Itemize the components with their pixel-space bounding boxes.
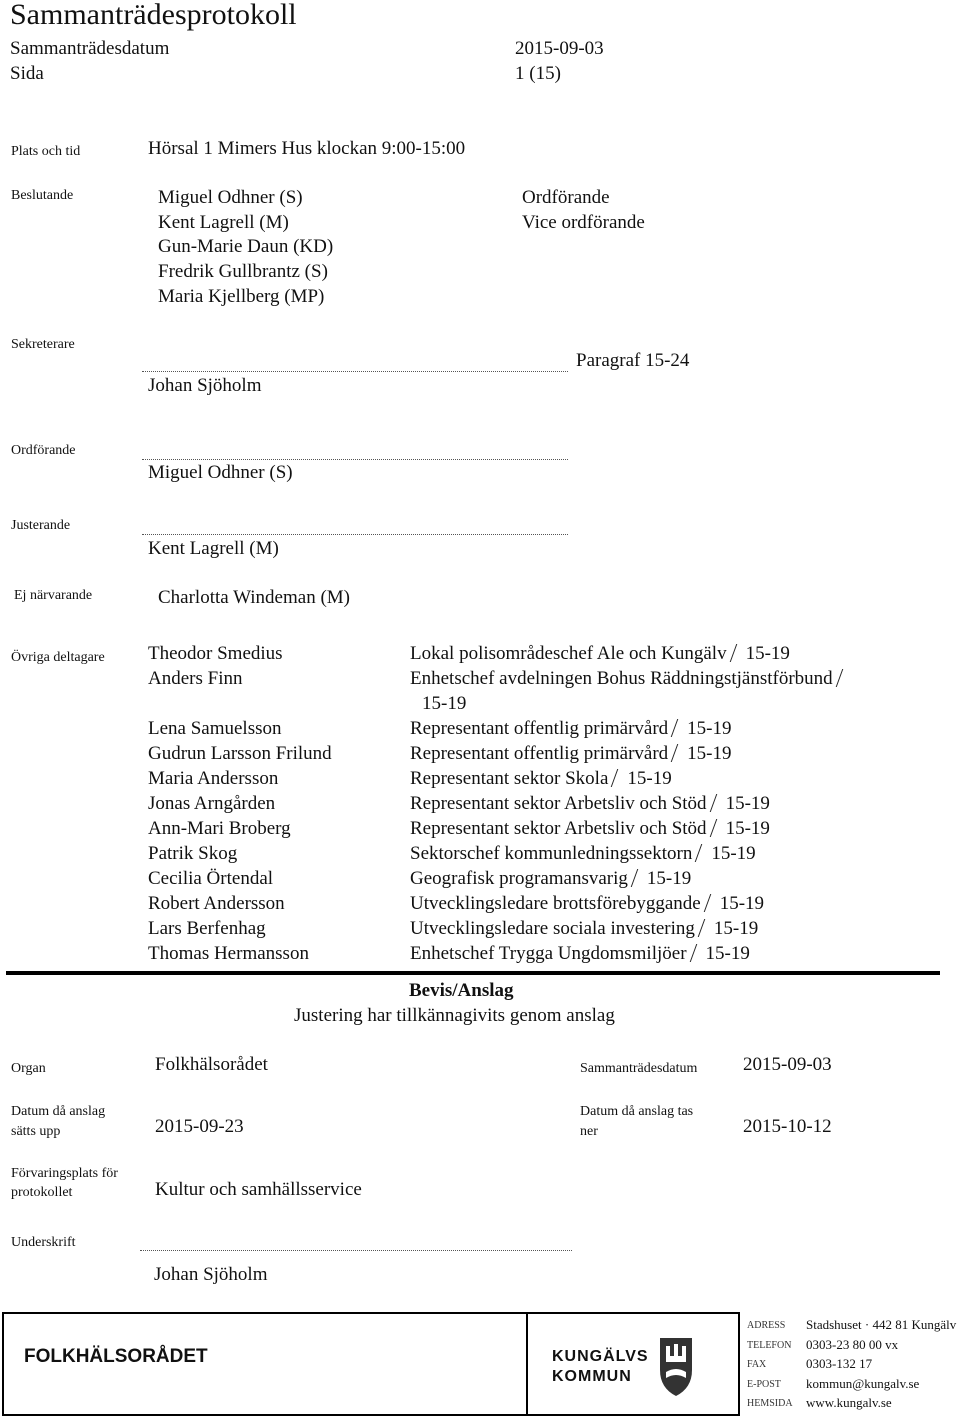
participant-name: Patrik Skog (148, 843, 238, 864)
document-title: Sammanträdesprotokoll (10, 0, 297, 31)
deciding-member: Miguel Odhner (S) (158, 187, 303, 208)
removed-label: Datum då anslag tas (580, 1104, 694, 1119)
place-value: Hörsal 1 Mimers Hus klockan 9:00-15:00 (148, 138, 466, 159)
meeting-date-label: Sammanträdesdatum (10, 38, 170, 59)
contact-website[interactable]: www.kungalv.se (806, 1395, 892, 1410)
participant-name: Ann-Mari Broberg (148, 818, 291, 839)
footer-org-cell (4, 1314, 528, 1414)
chair-signature-line (142, 459, 568, 460)
chair-name: Miguel Odhner (S) (148, 462, 293, 483)
contact-value: Stadshuset · 442 81 Kungälv (806, 1317, 957, 1332)
participant-role: Utvecklingsledare brottsförebyggande 15-19 (410, 893, 765, 914)
storage-value: Kultur och samhällsservice (155, 1179, 362, 1200)
adjuster-label: Justerande (11, 518, 71, 533)
participant-role: Representant offentlig primärvård 15-19 (410, 718, 732, 739)
posted-label-cont: sätts upp (11, 1124, 61, 1139)
organ-label: Organ (11, 1061, 46, 1076)
storage-label: Förvaringsplats för (11, 1166, 118, 1181)
section-divider (6, 971, 940, 975)
contact-email[interactable]: kommun@kungalv.se (806, 1376, 920, 1391)
page-label: Sida (10, 63, 44, 84)
participant-role: Geografisk programansvarig 15-19 (410, 868, 692, 889)
deciding-role: Vice ordförande (522, 212, 645, 233)
contact-label: TELEFON (747, 1340, 792, 1351)
participant-name: Lena Samuelsson (148, 718, 282, 739)
participant-name: Lars Berfenhag (148, 918, 266, 939)
storage-label-cont: protokollet (11, 1185, 73, 1200)
deciding-member: Kent Lagrell (M) (158, 212, 289, 233)
deciding-member: Fredrik Gullbrantz (S) (158, 261, 328, 282)
contact-label: HEMSIDA (747, 1398, 793, 1409)
place-label: Plats och tid (11, 144, 81, 159)
notice-meeting-date-label: Sammanträdesdatum (580, 1061, 698, 1076)
chair-label: Ordförande (11, 443, 76, 458)
participant-paragraph: 15-19 (422, 693, 467, 714)
others-label: Övriga deltagare (11, 650, 105, 665)
participant-role: Representant sektor Arbetsliv och Stöd 15-19 (410, 793, 770, 814)
posted-date: 2015-09-23 (155, 1116, 244, 1137)
page-number: 1 (15) (515, 63, 561, 84)
absent-name: Charlotta Windeman (M) (158, 587, 351, 608)
participant-role: Enhetschef Trygga Ungdomsmiljöer 15-19 (410, 943, 750, 964)
participant-name: Thomas Hermansson (148, 943, 309, 964)
logo-line1: KUNGÄLVS (552, 1348, 649, 1365)
deciding-member: Maria Kjellberg (MP) (158, 286, 325, 307)
participant-name: Maria Andersson (148, 768, 279, 789)
deciding-role: Ordförande (522, 187, 610, 208)
footer-box (2, 1312, 740, 1416)
secretary-name: Johan Sjöholm (148, 375, 262, 396)
participant-role: Representant sektor Skola 15-19 (410, 768, 672, 789)
secretary-signature-line (142, 371, 568, 372)
contact-value: 0303-132 17 (806, 1356, 873, 1371)
posted-label: Datum då anslag (11, 1104, 106, 1119)
removed-date: 2015-10-12 (743, 1116, 832, 1137)
logo-line2: KOMMUN (552, 1368, 632, 1385)
notice-title: Bevis/Anslag (409, 980, 514, 1001)
participant-name: Theodor Smedius (148, 643, 283, 664)
meeting-date-value: 2015-09-03 (515, 38, 604, 59)
participant-role: Enhetschef avdelningen Bohus Räddningstjänstförbund (410, 668, 852, 690)
adjuster-signature-line (142, 534, 568, 535)
paragraph-range: Paragraf 15-24 (576, 350, 690, 371)
removed-label-cont: ner (580, 1124, 598, 1139)
signature-name: Johan Sjöholm (154, 1264, 268, 1285)
adjuster-name: Kent Lagrell (M) (148, 538, 279, 559)
absent-label: Ej närvarande (14, 588, 93, 603)
participant-name: Anders Finn (148, 668, 243, 689)
participant-role: Representant sektor Arbetsliv och Stöd 15-19 (410, 818, 770, 839)
organ-value: Folkhälsorådet (155, 1054, 268, 1075)
signature-label: Underskrift (11, 1235, 76, 1250)
participant-role: Utvecklingsledare sociala investering 15-19 (410, 918, 759, 939)
notice-meeting-date-value: 2015-09-03 (743, 1054, 832, 1075)
participant-role: Sektorschef kommunledningssektorn 15-19 (410, 843, 756, 864)
contact-label: E-POST (747, 1379, 781, 1390)
contact-label: ADRESS (747, 1320, 786, 1331)
participant-name: Jonas Arngården (148, 793, 276, 814)
municipality-logo (528, 1314, 738, 1414)
participant-name: Robert Andersson (148, 893, 285, 914)
secretary-label: Sekreterare (11, 337, 75, 352)
participant-name: Cecilia Örtendal (148, 868, 274, 889)
contact-label: FAX (747, 1359, 767, 1370)
deciding-member: Gun-Marie Daun (KD) (158, 236, 334, 257)
notice-subtitle: Justering har tillkännagivits genom anslag (294, 1005, 615, 1026)
participant-role: Representant offentlig primärvård 15-19 (410, 743, 732, 764)
participant-name: Gudrun Larsson Frilund (148, 743, 332, 764)
signature-line (140, 1250, 572, 1251)
contact-value: 0303-23 80 00 vx (806, 1337, 899, 1352)
deciding-label: Beslutande (11, 188, 74, 203)
footer-org-name: FOLKHÄLSORÅDET (24, 1346, 208, 1367)
participant-role: Lokal polisområdeschef Ale och Kungälv 15-19 (410, 643, 790, 664)
